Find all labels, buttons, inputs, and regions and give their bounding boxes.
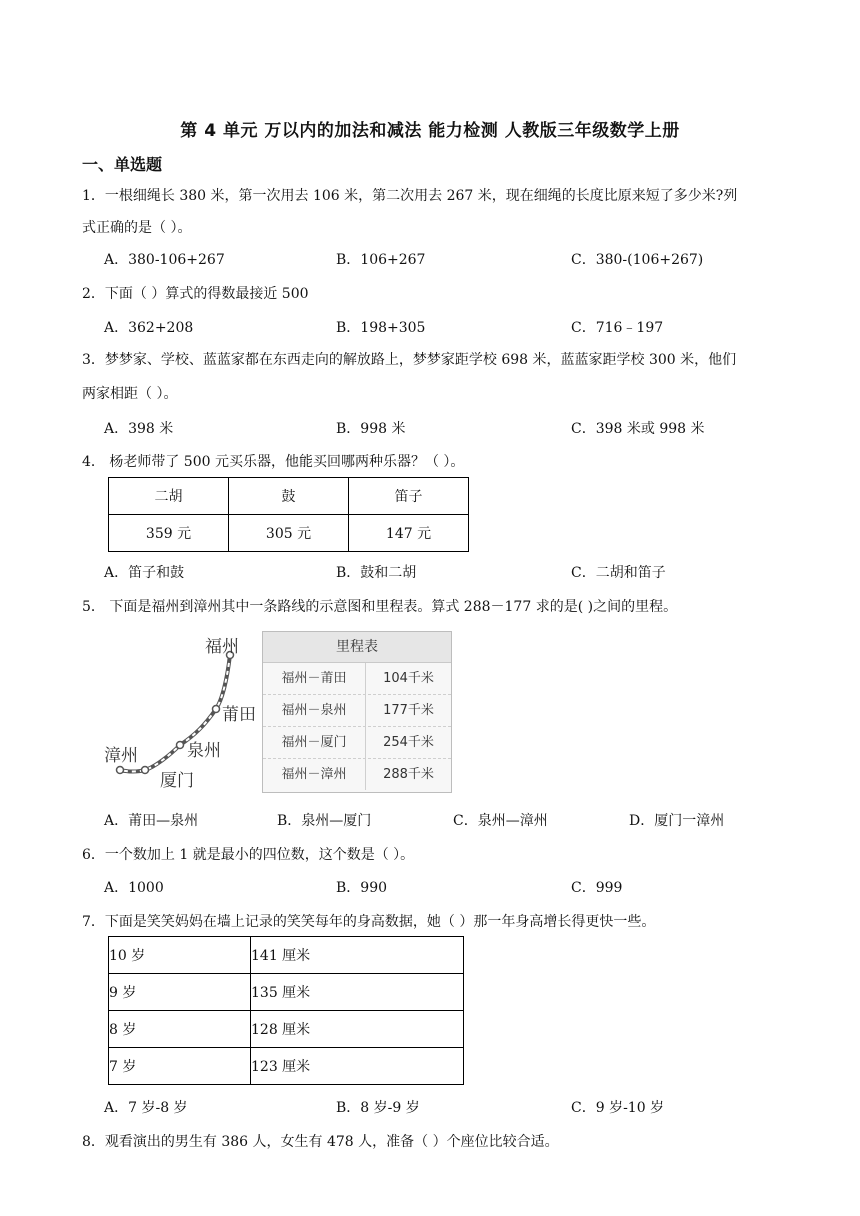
mileage-row [263,695,451,727]
q5-option-d[interactable]: D．厦门一漳州 [629,813,725,829]
question-5-text: 5． 下面是福州到漳州其中一条路线的示意图和里程表。算式 288－177 求的是( )之间的里程。 [82,599,678,615]
table-header-cell: 二胡 [109,478,229,515]
q6-option-c[interactable]: C．999 [571,880,623,896]
mileage-distance: 104千米 [383,671,434,686]
mileage-distance: 254千米 [383,735,434,750]
height-record-table [108,936,464,1085]
table-row [109,1011,464,1048]
height-cell: 141 厘米 [251,937,464,974]
q4-option-a[interactable]: A．笛子和鼓 [104,565,185,581]
q5-option-b[interactable]: B．泉州—厦门 [277,813,372,829]
map-label-quanzhou: 泉州 [187,741,221,761]
q5-option-a[interactable]: A．莆田—泉州 [104,813,199,829]
question-7-text: 7．下面是笑笑妈妈在墙上记录的笑笑每年的身高数据，她（ ）那一年身高增长得更快一些。 [82,914,656,930]
station-putian [213,706,220,713]
mileage-table-title: 里程表 [263,632,451,663]
age-cell: 10 岁 [109,937,251,974]
q3-option-b[interactable]: B．998 米 [336,421,406,437]
station-zhangzhou [117,767,124,774]
table-row [109,1048,464,1085]
q7-option-a[interactable]: A．7 岁-8 岁 [104,1100,188,1116]
age-cell: 7 岁 [109,1048,251,1085]
q4-option-c[interactable]: C．二胡和笛子 [571,565,666,581]
map-label-xiamen: 厦门 [160,771,194,791]
table-cell: 147 元 [349,515,469,552]
mileage-distance: 288千米 [383,767,434,782]
height-cell: 135 厘米 [251,974,464,1011]
mileage-table [262,631,452,793]
table-cell: 305 元 [229,515,349,552]
mileage-row [263,727,451,759]
height-cell: 123 厘米 [251,1048,464,1085]
instrument-price-table [108,477,469,552]
mileage-route: 福州－莆田 [263,663,366,694]
q1-option-c[interactable]: C．380-(106+267) [571,252,704,268]
question-1-text: 1．一根细绳长 380 米，第一次用去 106 米，第二次用去 267 米，现在细绳的长度比原来短了多少米?列 [82,188,738,204]
mileage-distance: 177千米 [383,703,434,718]
age-cell: 8 岁 [109,1011,251,1048]
q3-option-a[interactable]: A．398 米 [104,421,174,437]
station-xiamen [142,767,149,774]
map-label-zhangzhou: 漳州 [104,746,138,766]
q3-option-c[interactable]: C．398 米或 998 米 [571,421,705,437]
q2-option-c[interactable]: C．716﹣197 [571,320,664,336]
mileage-row [263,759,451,790]
station-quanzhou [177,742,184,749]
table-row [109,974,464,1011]
mileage-route: 福州－漳州 [263,759,366,790]
section-heading: 一、单选题 [82,155,163,174]
table-header-cell: 鼓 [229,478,349,515]
q7-option-c[interactable]: C．9 岁-10 岁 [571,1100,665,1116]
q7-option-b[interactable]: B．8 岁-9 岁 [336,1100,420,1116]
q5-option-c[interactable]: C．泉州—漳州 [453,813,548,829]
question-3-text-cont: 两家相距（ ）。 [82,386,178,402]
question-1-text-cont: 式正确的是（ ）。 [82,220,192,236]
question-3-text: 3．梦梦家、学校、蓝蓝家都在东西走向的解放路上，梦梦家距学校 698 米，蓝蓝家距学校 300 米，他们 [82,352,737,368]
q4-option-b[interactable]: B．鼓和二胡 [336,565,417,581]
question-2-text: 2．下面（ ）算式的得数最接近 500 [82,286,309,302]
mileage-row [263,663,451,695]
mileage-route: 福州－泉州 [263,695,366,726]
age-cell: 9 岁 [109,974,251,1011]
q1-option-b[interactable]: B．106+267 [336,252,426,268]
mileage-route: 福州－厦门 [263,727,366,758]
map-label-fuzhou: 福州 [205,637,239,657]
q6-option-b[interactable]: B．990 [336,880,388,896]
q1-option-a[interactable]: A．380-106+267 [104,252,225,268]
q2-option-a[interactable]: A．362+208 [104,320,194,336]
question-6-text: 6．一个数加上 1 就是最小的四位数，这个数是（ ）。 [82,847,415,863]
question-4-text: 4． 杨老师带了 500 元买乐器，他能买回哪两种乐器？（ ）。 [82,454,465,470]
question-8-text: 8．观看演出的男生有 386 人，女生有 478 人，准备（ ）个座位比较合适。 [82,1134,559,1150]
q6-option-a[interactable]: A．1000 [104,880,164,896]
table-header-cell: 笛子 [349,478,469,515]
q2-option-b[interactable]: B．198+305 [336,320,426,336]
map-label-putian: 莆田 [222,705,256,725]
page-title: 第 4 单元 万以内的加法和减法 能力检测 人教版三年级数学上册 [180,121,680,141]
table-cell: 359 元 [109,515,229,552]
table-row [109,937,464,974]
height-cell: 128 厘米 [251,1011,464,1048]
